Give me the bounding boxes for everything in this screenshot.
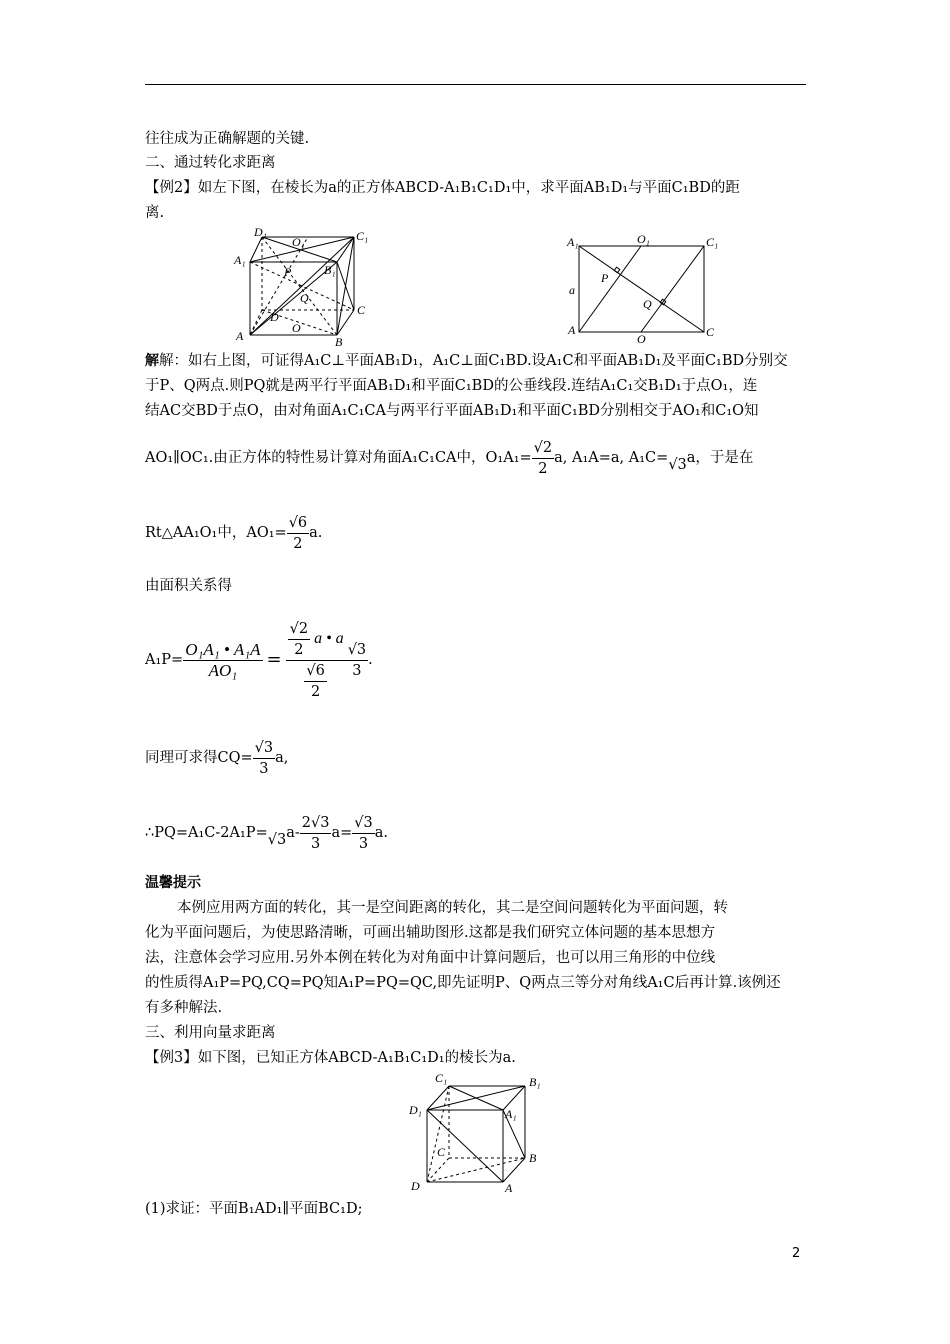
label-d: D [270, 310, 279, 324]
tip-title: 温馨提示 [145, 875, 201, 891]
frac-num: √3 [253, 738, 275, 759]
solution-text-5: Rt△AA₁O₁中，AO₁= [145, 525, 287, 541]
frac-num: √6 [287, 513, 309, 534]
label-d1: D₁ [254, 225, 267, 239]
tip-line-4: 的性质得A₁P=PQ,CQ=PQ知A₁P=PQ=QC,即先证明P、Q两点三等分对角线A₁C后再计算.该例还 [145, 975, 781, 991]
frac-num: √3 [346, 640, 368, 661]
solution-line-5 [145, 505, 322, 561]
frac-den: 2 [293, 535, 303, 552]
cube3-label-b1: B₁ [529, 1075, 541, 1089]
fraction-sqrt2-over-2-inner [288, 619, 310, 660]
fraction-2sqrt3-over-3 [300, 813, 332, 854]
section-2-heading: 二、通过转化求距离 [145, 155, 276, 171]
tip-line-5: 有多种解法. [145, 1000, 223, 1016]
cube-figure-3 [405, 1070, 553, 1194]
plane-label-q: Q [643, 297, 652, 311]
frac-num: √3 [352, 813, 374, 834]
frac-den: 3 [352, 662, 362, 679]
solution-text-5b: a. [309, 525, 323, 541]
sqrt3-value: √3 [668, 457, 687, 473]
frac-den: 2 [311, 683, 321, 700]
solution-line-3: 结AC交BD于点O，由对角面A₁C₁CA与两平行平面AB₁D₁和平面C₁BD分别相交于AO₁和C₁O知 [145, 403, 759, 419]
sqrt3-value: √3 [267, 832, 287, 848]
label-q: Q [300, 291, 309, 305]
frac-den: 3 [358, 835, 369, 852]
tip-line-1: 本例应用两方面的转化，其一是空间距离的转化，其二是空间问题转化为平面问题，转 [177, 900, 728, 916]
solution-text-1: 解：如右上图，可证得A₁C⊥平面AB₁D₁，A₁C⊥面C₁BD.设A₁C和平面AB₁D₁及平面C₁BD分别交 [159, 353, 788, 369]
fraction-main [183, 640, 262, 681]
pq-mid2: a= [331, 825, 353, 841]
fraction-compound [286, 619, 346, 702]
cq-formula [145, 730, 288, 786]
frac-den: 2 [538, 460, 548, 477]
frac-den: AO₁ [208, 660, 238, 680]
a1p-label: A₁P= [145, 652, 184, 668]
cube-figure-1 [232, 224, 372, 348]
section-3-heading: 三、利用向量求距离 [145, 1025, 276, 1041]
solution-line-1: 解解：如右上图，可证得A₁C⊥平面AB₁D₁，A₁C⊥面C₁BD.设A₁C和平面AB₁D₁及平面C₁BD分别交 [145, 353, 788, 369]
cq-text: 同理可求得CQ= [145, 750, 253, 766]
header-rule [145, 84, 806, 85]
label-b1: B₁ [324, 263, 336, 277]
plane-label-c1: C₁ [706, 235, 719, 249]
fraction-sqrt6-over-2 [287, 513, 309, 554]
solution-text-4a: AO₁∥OC₁.由正方体的特性易计算对角面A₁C₁CA中，O₁A₁= [145, 450, 532, 466]
plane-label-c: C [706, 325, 715, 339]
cube3-label-c1: C₁ [435, 1071, 448, 1085]
a1p-formula: A₁P= $\frac{\text{O₁A₁ • A₁A}}{\text{AO₁}}$ = $\frac{√2}{2}$ a • a $\frac{√6}{2}$ $\frac{√3}{3}$ . [145, 620, 373, 700]
fraction-sqrt3-over-3 [253, 738, 275, 779]
frac-den: 3 [259, 760, 269, 777]
tip-line-3: 法，注意体会学习应用.另外本例在转化为对角面中计算问题后，也可以用三角形的中位线 [145, 950, 716, 966]
equals-sign: = [266, 649, 282, 670]
area-relation: 由面积关系得 [145, 578, 232, 594]
label-a: A [236, 329, 244, 343]
label-c1: C₁ [356, 229, 369, 243]
cube3-label-c: C [437, 1145, 446, 1159]
fraction-sqrt3-over-3 [346, 640, 368, 681]
plane-label-a1: A₁ [567, 235, 579, 249]
pq-formula [145, 805, 388, 861]
fraction-sqrt6-over-2-inner [304, 661, 326, 702]
plane-label-a-bottom: A [568, 323, 576, 337]
cube3-label-a1: A₁ [505, 1107, 517, 1121]
diagonal-plane-figure [565, 232, 725, 344]
solution-text-4b: a, A₁A=a, A₁C= [554, 450, 669, 466]
label-b: B [335, 335, 343, 348]
pq-mid1: a- [286, 825, 300, 841]
cube3-label-d: D [411, 1179, 420, 1193]
label-p: P [284, 265, 292, 279]
label-o: O [292, 321, 301, 335]
fraction-sqrt2-over-2 [532, 438, 554, 479]
cube3-label-a: A [505, 1181, 513, 1194]
pq-lead: ∴PQ=A₁C-2A₁P= [145, 825, 268, 841]
frac-den: 3 [310, 835, 321, 852]
solution-text-4c: a，于是在 [686, 450, 754, 466]
example-2-line-2: 离. [145, 205, 165, 221]
example-3-line: 【例3】如下图，已知正方体ABCD-A₁B₁C₁D₁的棱长为a. [145, 1050, 516, 1066]
label-o1: O₁ [292, 235, 305, 249]
plane-label-a: a [569, 283, 575, 297]
page-number: 2 [792, 1246, 801, 1261]
label-c: C [357, 303, 366, 317]
solution-line-2: 于P、Q两点.则PQ就是两平行平面AB₁D₁和平面C₁BD的公垂线段.连结A₁C₁交B₁D₁于点O₁，连 [145, 378, 758, 394]
frac-den: 2 [294, 641, 304, 658]
compound-den [286, 661, 346, 702]
tip-line-2: 化为平面问题后，为使思路清晰，可画出辅助图形.这都是我们研究立体问题的基本思想方 [145, 925, 716, 941]
question-1: (1)求证：平面B₁AD₁∥平面BC₁D; [145, 1201, 363, 1217]
cq-tail: a, [275, 750, 289, 766]
plane-label-o: O [637, 332, 646, 344]
plane-label-o1: O₁ [637, 232, 650, 246]
fraction-sqrt3-over-3-b [352, 813, 374, 854]
frac-num: √2 [532, 438, 554, 459]
a-dot-a: a • a [314, 630, 344, 647]
example-2-line-1: 【例2】如左下图，在棱长为a的正方体ABCD-A₁B₁C₁D₁中，求平面AB₁D₁与平面C₁BD的距 [145, 180, 740, 196]
frac-num: 2√3 [300, 813, 332, 834]
compound-num [286, 619, 346, 661]
pq-tail: a. [374, 825, 388, 841]
plane-label-p: P [601, 271, 609, 285]
frac-num: O₁A₁ • A₁A [185, 639, 261, 659]
cube3-label-b: B [529, 1151, 537, 1165]
frac-num: √2 [288, 619, 310, 640]
cube3-label-d1: D₁ [409, 1103, 422, 1117]
label-a1: A₁ [234, 253, 246, 267]
intro-line: 往往成为正确解题的关键. [145, 131, 310, 147]
frac-num: √6 [304, 661, 326, 682]
solution-line-4 [145, 430, 753, 486]
